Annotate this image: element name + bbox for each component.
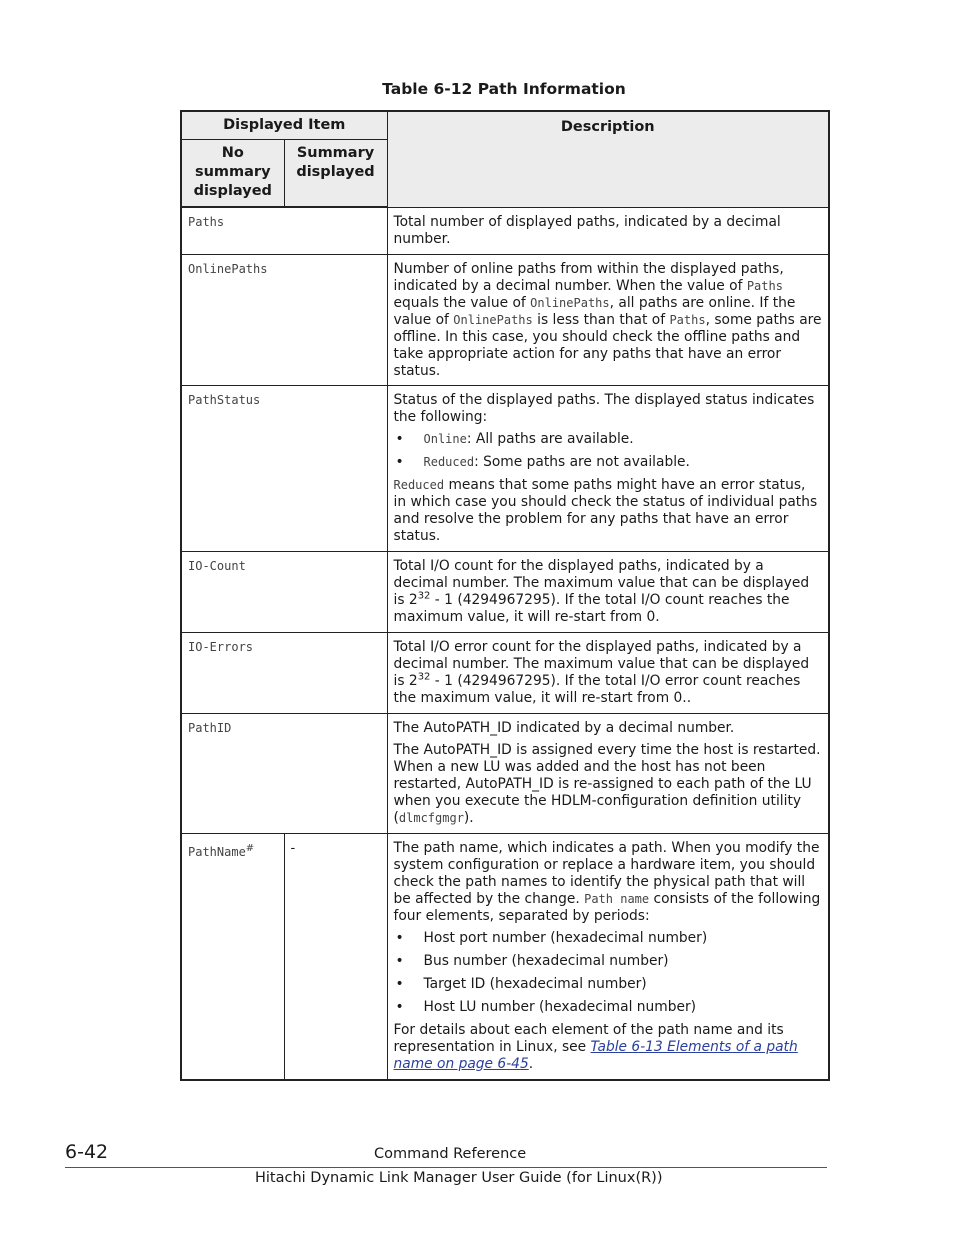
list-item-text: Host LU number (hexadecimal number) (423, 998, 697, 1015)
desc-text: is less than that of (532, 311, 670, 328)
item-onlinepaths: OnlinePaths (181, 254, 387, 385)
code-text: Reduced (423, 454, 475, 469)
list-item (394, 431, 823, 448)
desc-text: , some paths are offline. In this case, you should check the offline paths and take appropriate action for any paths that have an error status. (393, 311, 822, 379)
footnote-mark: # (245, 842, 255, 854)
list-item (394, 953, 823, 970)
table-row (181, 254, 829, 385)
desc-text: consists of the following four elements, separated by periods: (393, 890, 821, 924)
desc-onlinepaths (387, 254, 829, 385)
desc-text: - 1 (4294967295). If the total I/O count reaches the maximum value, it will re-start from 0. (393, 591, 790, 625)
code-text: OnlinePaths (530, 295, 610, 310)
exponent: 32 (417, 670, 431, 682)
list-item-text: Host port number (hexadecimal number) (423, 929, 708, 946)
list-item (394, 999, 823, 1016)
desc-ioerrors (387, 632, 829, 713)
bullet-icon: • (395, 430, 404, 447)
desc-text: The AutoPATH_ID is assigned every time the host is restarted. When a new LU was added and the host has not been restarted, AutoPATH_ID is re-assigned to each path of the LU when you execute the HDLM-configuration definition utility ( (393, 741, 821, 826)
bullet-icon: • (395, 929, 404, 946)
desc-text: : Some paths are not available. (474, 453, 690, 470)
desc-text: . (528, 1055, 534, 1072)
code-text: Paths (746, 278, 783, 293)
item-paths: Paths (181, 207, 387, 254)
desc-pathname (387, 833, 829, 1080)
bullet-icon: • (395, 952, 404, 969)
displayed-item-header: Displayed Item (181, 111, 387, 140)
cross-reference-link[interactable]: Table 6-13 Elements of a path name on page 6-45 (393, 1038, 798, 1072)
table-row (181, 385, 829, 551)
desc-text: Total number of displayed paths, indicated by a decimal number. (393, 213, 781, 247)
item-pathstatus: PathStatus (181, 385, 387, 551)
desc-text: For details about each element of the path name and its representation in Linux, see (393, 1021, 784, 1055)
desc-para (394, 1022, 823, 1073)
desc-pathstatus (387, 385, 829, 551)
list-item-text: Bus number (hexadecimal number) (423, 952, 669, 969)
item-iocount: IO-Count (181, 551, 387, 632)
desc-text: Number of online paths from within the displayed paths, indicated by a decimal number. When the value of (393, 260, 784, 294)
section-title: Command Reference (374, 1146, 527, 1162)
item-ioerrors: IO-Errors (181, 632, 387, 713)
description-header: Description (387, 111, 829, 207)
code-text: dlmcfgmgr (398, 810, 464, 825)
table-row (181, 632, 829, 713)
code-text: Reduced (393, 477, 445, 492)
desc-text: : All paths are available. (466, 430, 634, 447)
desc-note (394, 477, 823, 545)
path-information-table (180, 110, 830, 1081)
code-text: Online (423, 431, 467, 446)
desc-text: Total I/O error count for the displayed paths, indicated by a decimal number. The maximum value that can be displayed is 2 (393, 638, 810, 689)
exponent: 32 (417, 589, 431, 601)
desc-pathid (387, 713, 829, 833)
table-row (181, 551, 829, 632)
item-pathid: PathID (181, 713, 387, 833)
page-number: 6-42 (65, 1141, 109, 1163)
footer-divider (65, 1167, 827, 1168)
desc-text: - 1 (4294967295). If the total I/O error count reaches the maximum value, it will re-start from 0.. (393, 672, 801, 706)
table-row (181, 713, 829, 833)
summary-pathname: - (284, 833, 387, 1080)
code-text: Paths (669, 312, 706, 327)
table-row (181, 833, 829, 1080)
desc-para: The AutoPATH_ID indicated by a decimal number. (393, 719, 735, 736)
desc-iocount (387, 551, 829, 632)
code-text: OnlinePaths (453, 312, 533, 327)
item-text: PathName (188, 844, 246, 859)
bullet-icon: • (395, 453, 404, 470)
desc-para (394, 840, 823, 925)
desc-text: , all paths are online. If the value of (393, 294, 796, 328)
bullet-icon: • (395, 975, 404, 992)
element-list (394, 930, 823, 1016)
desc-para (394, 742, 823, 827)
desc-intro: Status of the displayed paths. The displayed status indicates the following: (393, 391, 815, 425)
desc-text: equals the value of (393, 294, 531, 311)
no-summary-header: No summary displayed (181, 140, 284, 208)
book-title: Hitachi Dynamic Link Manager User Guide (for Linux(R)) (255, 1170, 663, 1186)
list-item-text: Target ID (hexadecimal number) (423, 975, 647, 992)
table-row (181, 207, 829, 254)
summary-header: Summary displayed (284, 140, 387, 208)
table-caption: Table 6-12 Path Information (382, 80, 626, 98)
desc-text: ). (463, 809, 474, 826)
desc-text: The path name, which indicates a path. When you modify the system configuration or replace a hardware item, you should check the path names to identify the physical path that will be affected by the change. (393, 839, 820, 907)
bullet-icon: • (395, 998, 404, 1015)
status-list (394, 431, 823, 471)
item-pathname (181, 833, 284, 1080)
list-item (394, 930, 823, 947)
header-row (181, 111, 829, 140)
list-item (394, 454, 823, 471)
desc-paths (387, 207, 829, 254)
desc-text: Total I/O count for the displayed paths, indicated by a decimal number. The maximum value that can be displayed is 2 (393, 557, 810, 608)
desc-text: means that some paths might have an error status, in which case you should check the status of individual paths and resolve the problem for any paths that have an error status. (393, 476, 818, 544)
code-text: Path name (584, 891, 650, 906)
list-item (394, 976, 823, 993)
